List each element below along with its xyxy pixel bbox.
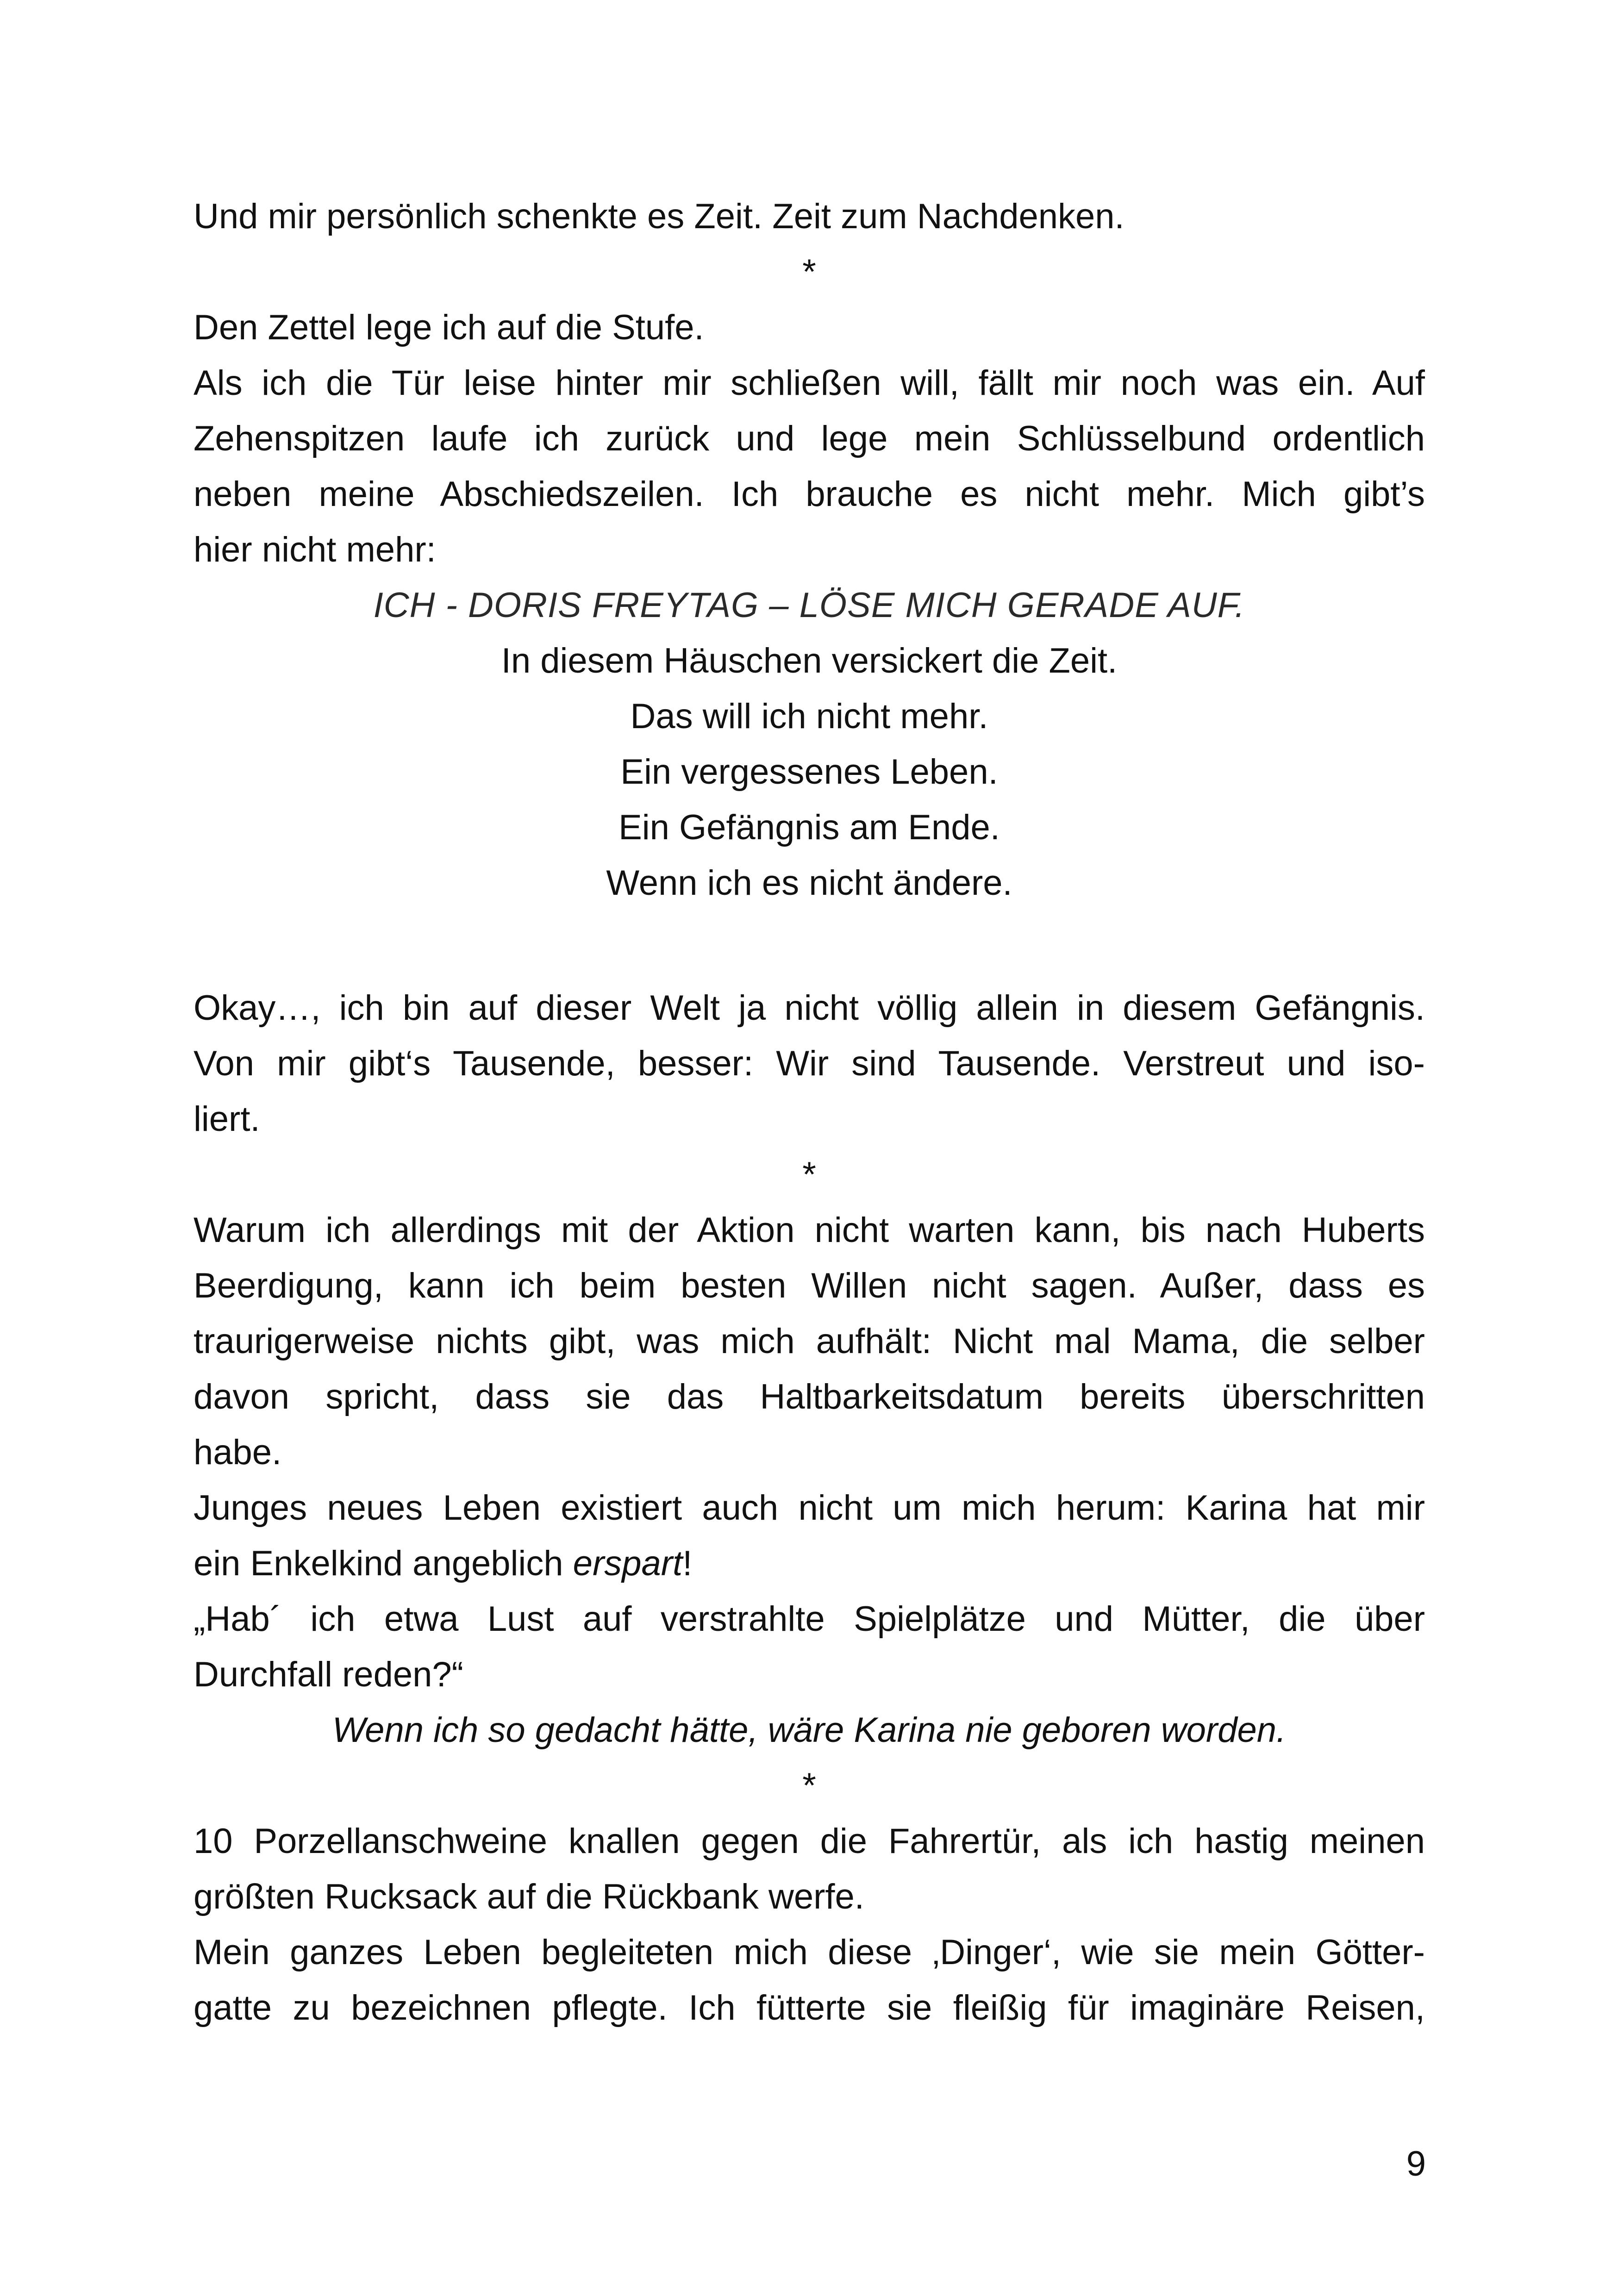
text-line: hier nicht mehr: — [194, 530, 436, 569]
text-line: Als ich die Tür leise hinter mir schließen will, fällt mir noch was ein. Auf — [194, 363, 1425, 403]
text-line: gatte zu bezeichnen pflegte. Ich fütterte sie fleißig für imaginäre Reisen, — [194, 1988, 1425, 2028]
text-line: Und mir persönlich schenkte es Zeit. Zeit zum Nachdenken. — [194, 197, 1124, 236]
body-text-part-2 — [194, 980, 1425, 2036]
text-line: liert. — [194, 1099, 260, 1139]
text-line: davon spricht, dass sie das Haltbarkeitsdatum bereits überschritten — [194, 1377, 1425, 1416]
page-number: 9 — [1406, 2144, 1426, 2184]
text-line: Durchfall reden?“ — [194, 1655, 463, 1694]
text-line: Von mir gibt‘s Tausende, besser: Wir sind Tausende. Verstreut und iso- — [194, 1044, 1425, 1083]
text-line: traurigerweise nichts gibt, was mich aufhält: Nicht mal Mama, die selber — [194, 1322, 1425, 1361]
section-separator: * — [802, 1155, 816, 1194]
text-line: Beerdigung, kann ich beim besten Willen nicht sagen. Außer, dass es — [194, 1266, 1425, 1305]
centered-line: Wenn ich es nicht ändere. — [606, 863, 1012, 903]
text-line: habe. — [194, 1433, 282, 1472]
text-line: Mein ganzes Leben begleiteten mich diese ‚Dinger‘, wie sie mein Götter- — [194, 1933, 1425, 1972]
text-line: Junges neues Leben existiert auch nicht um mich herum: Karina hat mir — [194, 1488, 1425, 1528]
section-separator: * — [802, 252, 816, 292]
text-line: Warum ich allerdings mit der Aktion nicht warten kann, bis nach Huberts — [194, 1210, 1425, 1250]
text-line: Den Zettel lege ich auf die Stufe. — [194, 308, 704, 347]
text-line: „Hab´ ich etwa Lust auf verstrahlte Spielplätze und Mütter, die über — [194, 1599, 1425, 1639]
text-line: Zehenspitzen laufe ich zurück und lege mein Schlüsselbund ordentlich — [194, 419, 1425, 458]
italic-word: erspart — [573, 1544, 683, 1583]
centered-italic-line: ICH - DORIS FREYTAG – LÖSE MICH GERADE AUF. — [373, 586, 1245, 625]
text-line: 10 Porzellanschweine knallen gegen die Fahrertür, als ich hastig meinen — [194, 1822, 1425, 1861]
text-line: neben meine Abschiedszeilen. Ich brauche es nicht mehr. Mich gibt’s — [194, 474, 1425, 514]
centered-line: Ein vergessenes Leben. — [620, 752, 998, 792]
centered-italic-line: Wenn ich so gedacht hätte, wäre Karina nie geboren worden. — [332, 1710, 1287, 1750]
centered-line: In diesem Häuschen versickert die Zeit. — [501, 641, 1118, 680]
text-segment: ! — [682, 1544, 693, 1583]
text-line: größten Rucksack auf die Rückbank werfe. — [194, 1877, 864, 1916]
centered-line: Ein Gefängnis am Ende. — [618, 808, 1000, 847]
text-segment: ein Enkelkind angeblich — [194, 1544, 573, 1583]
text-line-with-italic — [194, 1536, 1425, 1591]
section-separator: * — [802, 1766, 816, 1805]
centered-line: Das will ich nicht mehr. — [630, 697, 988, 736]
body-text-part-1 — [194, 189, 1425, 911]
text-line: Okay…, ich bin auf dieser Welt ja nicht völlig allein in diesem Gefängnis. — [194, 988, 1425, 1028]
